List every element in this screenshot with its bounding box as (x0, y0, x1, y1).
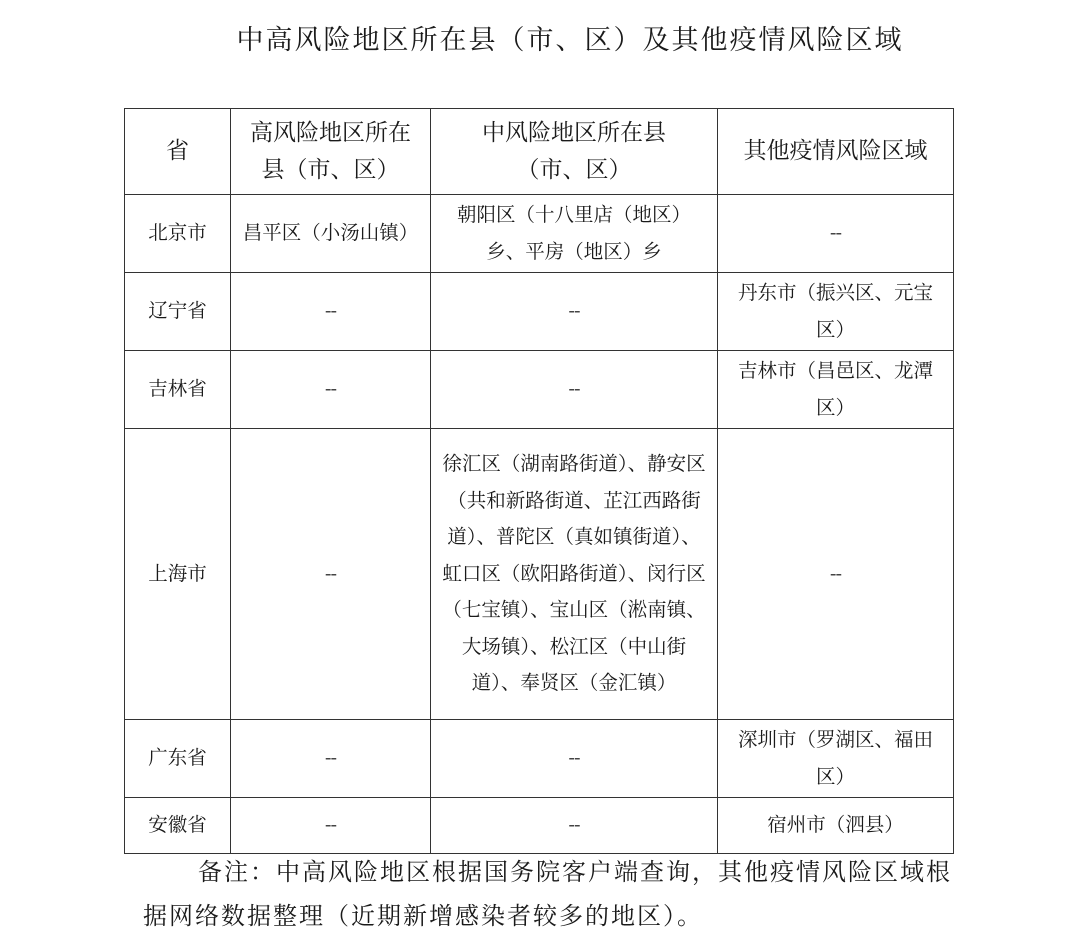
cell-other-risk: 宿州市（泗县） (718, 798, 954, 854)
cell-medium-risk: 朝阳区（十八里店（地区）乡、平房（地区）乡 (431, 195, 718, 273)
footnote (143, 850, 953, 938)
table-row (125, 273, 954, 351)
cell-high-risk: 昌平区（小汤山镇） (231, 195, 431, 273)
cell-province: 辽宁省 (125, 273, 231, 351)
header-high-risk: 高风险地区所在县（市、区） (231, 109, 431, 195)
footnote-text: 备注：中高风险地区根据国务院客户端查询，其他疫情风险区域根据网络数据整理（近期新增感染者较多的地区）。 (143, 858, 952, 930)
cell-high-risk: -- (231, 429, 431, 720)
header-province: 省 (125, 109, 231, 195)
cell-other-risk: -- (718, 429, 954, 720)
cell-province: 广东省 (125, 720, 231, 798)
cell-high-risk: -- (231, 351, 431, 429)
cell-province: 安徽省 (125, 798, 231, 854)
table-row (125, 798, 954, 854)
cell-medium-risk: -- (431, 351, 718, 429)
cell-high-risk: -- (231, 273, 431, 351)
table-row (125, 720, 954, 798)
cell-medium-risk: -- (431, 798, 718, 854)
cell-province: 上海市 (125, 429, 231, 720)
cell-medium-risk: -- (431, 273, 718, 351)
cell-medium-risk: 徐汇区（湖南路街道）、静安区（共和新路街道、芷江西路街道）、普陀区（真如镇街道）、虹口区（欧阳路街道）、闵行区（七宝镇）、宝山区（淞南镇、大场镇）、松江区（中山街道）、奉贤区（金汇镇） (431, 429, 718, 720)
table-header-row (125, 109, 954, 195)
cell-medium-risk: -- (431, 720, 718, 798)
table-row (125, 195, 954, 273)
cell-high-risk: -- (231, 720, 431, 798)
cell-other-risk: 丹东市（振兴区、元宝区） (718, 273, 954, 351)
cell-province: 吉林省 (125, 351, 231, 429)
cell-other-risk: 吉林市（昌邑区、龙潭区） (718, 351, 954, 429)
cell-other-risk: 深圳市（罗湖区、福田区） (718, 720, 954, 798)
cell-province: 北京市 (125, 195, 231, 273)
risk-area-table (124, 108, 954, 854)
cell-high-risk: -- (231, 798, 431, 854)
header-medium-risk: 中风险地区所在县（市、区） (431, 109, 718, 195)
page-title: 中高风险地区所在县（市、区）及其他疫情风险区域 (236, 25, 904, 56)
header-other-risk: 其他疫情风险区域 (718, 109, 954, 195)
table-row (125, 351, 954, 429)
cell-other-risk: -- (718, 195, 954, 273)
table-row (125, 429, 954, 720)
